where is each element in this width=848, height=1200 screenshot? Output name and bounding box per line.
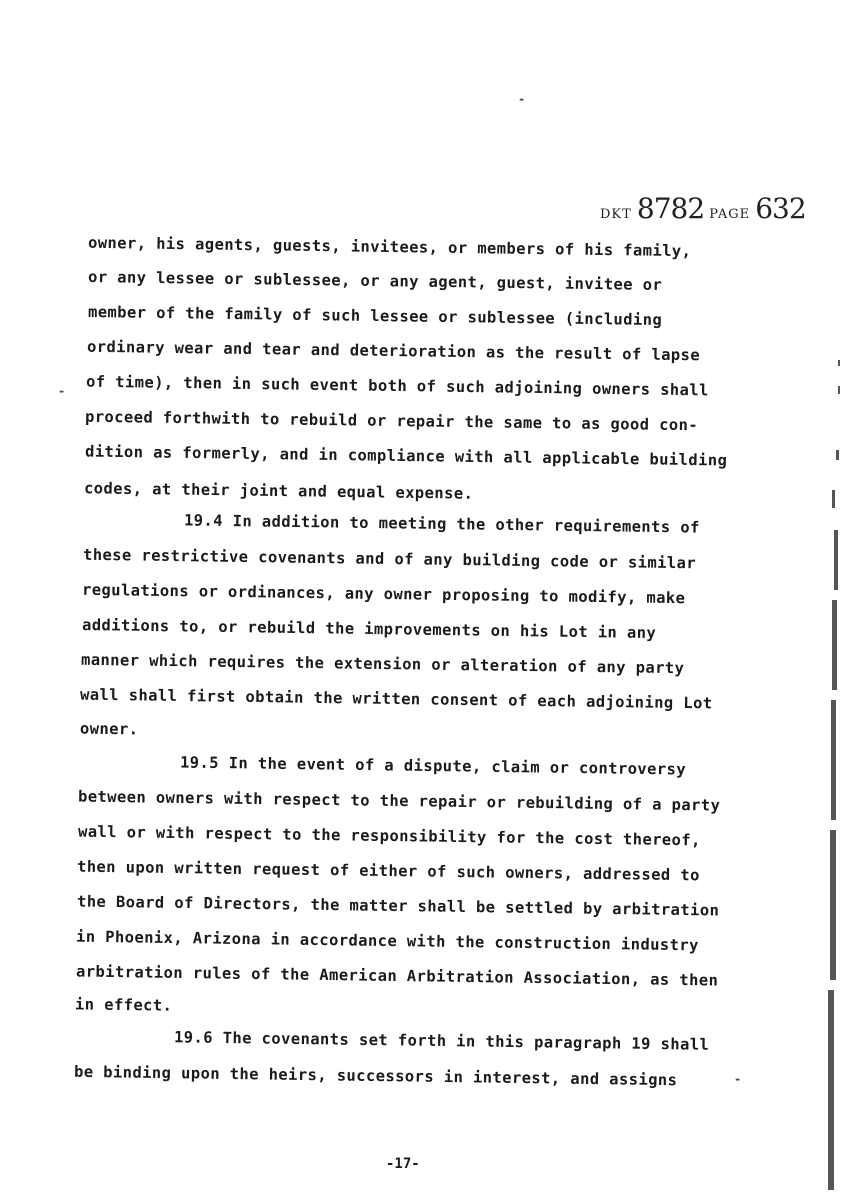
scan-mark: - [58,384,66,398]
paragraph-19-6-line: 19.6 The covenants set forth in this paragraph 19 shall [173,1028,710,1054]
text-line: of time), then in such event both of such adjoining owners shall [85,372,709,400]
page-footer-number: -17- [386,1156,420,1172]
text-line: these restrictive covenants and of any building code or similar [82,545,697,573]
paragraph-19-4-line: 19.4 In addition to meeting the other requirements of [183,511,700,537]
text-line: in effect. [74,995,173,1015]
paragraph-19-5-line: 19.5 In the event of a dispute, claim or controversy [179,753,687,779]
text-line: codes, at their joint and equal expense. [83,479,474,503]
text-line: wall or with respect to the responsibility for the cost thereof, [77,822,701,850]
text-line: proceed forthwith to rebuild or repair the same to as good con- [84,407,699,435]
docket-label: DKT [600,207,632,222]
docket-stamp [600,192,806,225]
text-line: regulations or ordinances, any owner proposing to modify, make [81,580,686,608]
text-line: owner, his agents, guests, invitees, or members of his family, [87,233,692,261]
text-line: wall shall first obtain the written consent of each adjoining Lot [79,685,713,713]
scan-mark: - [734,1072,742,1086]
text-line: owner. [79,719,139,739]
text-line: between owners with respect to the repair or rebuilding of a party [77,787,721,815]
text-line: be binding upon the heirs, successors in interest, and assigns [73,1062,678,1090]
docket-number: 8782 [636,192,705,225]
page-number: 632 [755,192,806,225]
text-line: in Phoenix, Arizona in accordance with the construction industry [75,927,699,955]
text-line: dition as formerly, and in compliance with all applicable building [84,442,728,470]
text-line: ordinary wear and tear and deterioration as the result of lapse [86,337,701,365]
text-line: or any lessee or sublessee, or any agent, guest, invitee or [87,267,663,295]
text-line: then upon written request of either of such owners, addressed to [76,857,700,885]
scan-margin-artifacts [822,360,844,1200]
scan-mark: - [518,92,526,106]
text-line: member of the family of such lessee or sublessee (including [87,302,663,330]
text-line: manner which requires the extension or alteration of any party [80,650,685,678]
page-label: PAGE [709,207,751,222]
text-line: arbitration rules of the American Arbitration Association, as then [75,962,719,990]
text-line: the Board of Directors, the matter shall be settled by arbitration [76,892,720,920]
text-line: additions to, or rebuild the improvements on his Lot in any [81,615,657,643]
